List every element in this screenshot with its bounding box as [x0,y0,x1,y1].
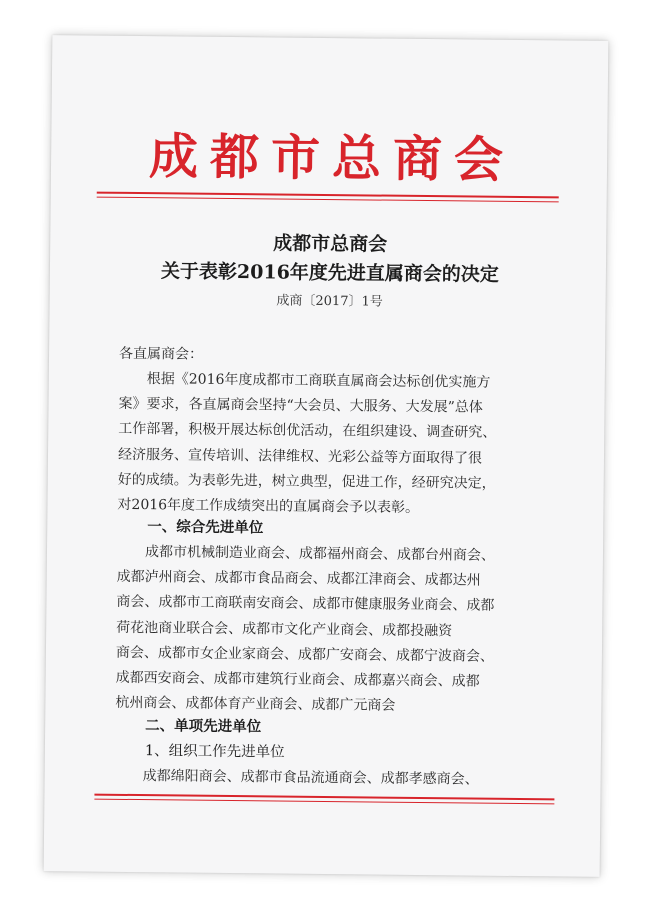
section1-line: 商会、成都市女企业家商会、成都广安商会、成都宁波商会、 [115,644,494,665]
intro-paragraph [117,367,529,522]
section1-line: 荷花池商业联合会、成都市文化产业商会、成都投融资 [116,619,453,639]
subsection1-paragraph [115,764,525,793]
letterhead-title: 成都市总商会 [148,127,516,189]
section-heading-single-item: 二、单项先进单位 [145,717,262,736]
intro-line: 好的成绩。为表彰先进，树立典型，促进工作，经研究决定， [117,471,496,492]
intro-line: 经济服务、宣传培训、法律维权、光彩公益等方面取得了很 [117,446,483,467]
document-title-line1: 成都市总商会 [273,232,388,256]
section1-line: 杭州商会、成都体育产业商会、成都广元商会 [115,694,396,714]
subsection1-line: 成都绵阳商会、成都市食品流通商会、成都孝感商会、 [142,768,479,788]
salutation: 各直属商会： [118,345,204,363]
document-page [44,35,609,877]
document-number: 成商〔2017〕1号 [276,293,383,310]
document-title-line2: 关于表彰2016年度先进直属商会的决定 [160,260,499,286]
intro-line: 对2016年度工作成绩突出的直属商会予以表彰。 [117,496,420,516]
section-heading-comprehensive: 一、综合先进单位 [147,518,264,537]
subsection-heading-organization: 1、组织工作先进单位 [144,743,285,761]
section1-line: 商会、成都市工商联南安商会、成都市健康服务业商会、成都 [116,594,495,615]
section1-line: 成都泸州商会、成都市食品商会、成都江津商会、成都达州 [116,569,481,589]
intro-line: 工作部署，积极开展达标创优活动，在组织建设、调查研究、 [118,421,497,442]
section1-line: 成都市机械制造业商会、成都福州商会、成都台州商会、 [144,544,496,564]
intro-line: 案》要求，各直属商会坚持“大会员、大服务、大发展”总体 [118,396,483,416]
section1-line: 成都西安商会、成都市建筑行业商会、成都嘉兴商会、成都 [115,669,480,690]
section1-paragraph [115,540,527,721]
intro-line: 根据《2016年度成都市工商联直属商会达标创优实施方 [146,371,491,391]
